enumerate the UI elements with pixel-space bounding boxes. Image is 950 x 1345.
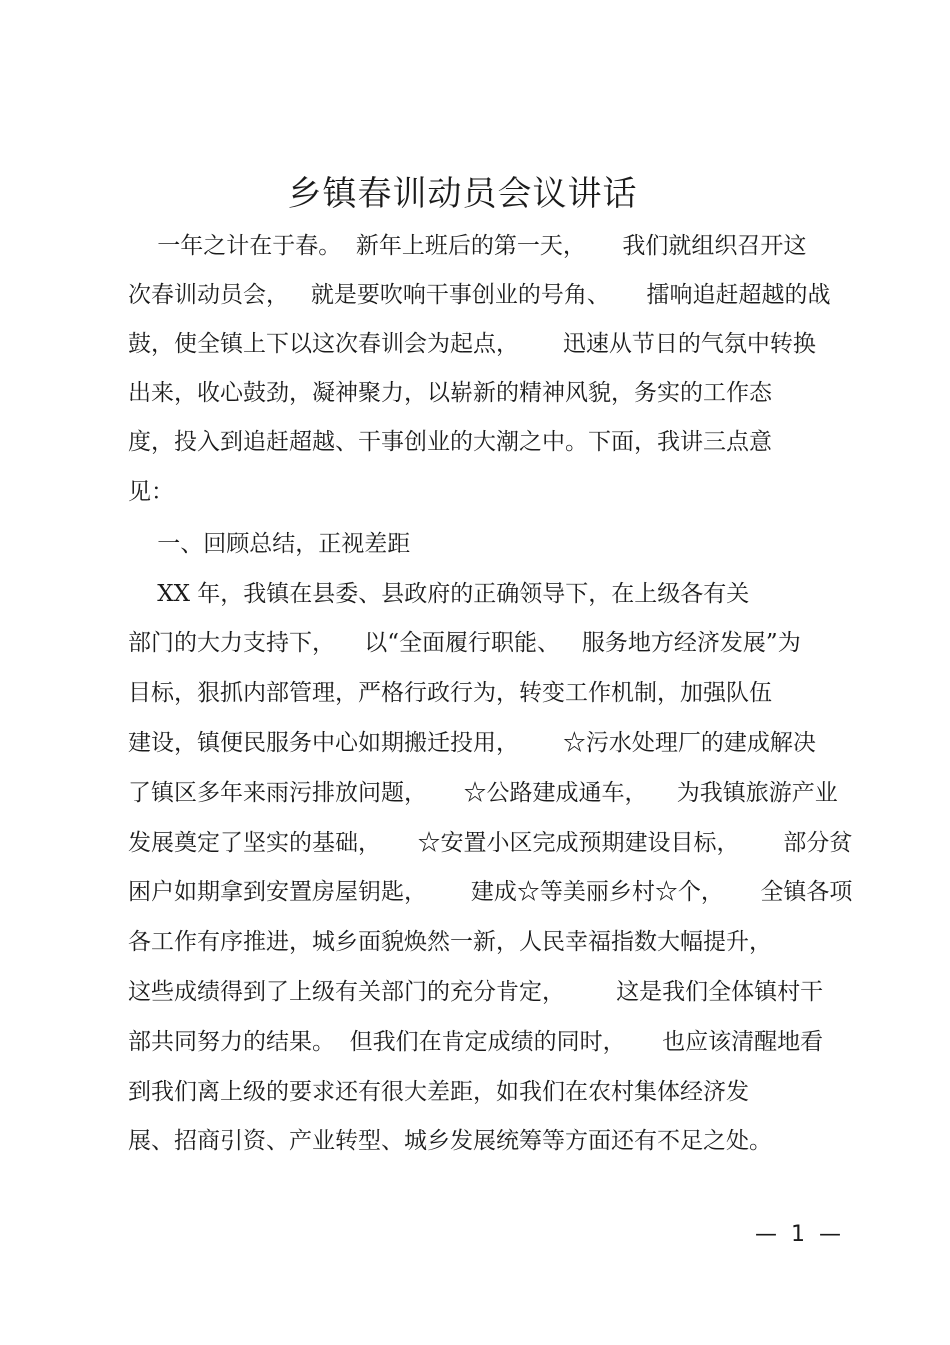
paragraph-line: 一年之计在于春。 新年上班后的第一天， 我们就组织召开这 — [128, 233, 807, 259]
paragraph-line: XX 年，我镇在县委、县政府的正确领导下，在上级各有关 — [128, 581, 750, 607]
paragraph-line: 次春训动员会， 就是要吹响干事创业的号角、 擂响追赶超越的战 — [128, 282, 831, 308]
document-title: 乡镇春训动员会议讲话 — [287, 174, 638, 214]
paragraph-line: 出来，收心鼓劲，凝神聚力，以崭新的精神风貌，务实的工作态 — [128, 380, 772, 406]
paragraph-line: 这些成绩得到了上级有关部门的充分肯定， 这是我们全体镇村干 — [128, 979, 824, 1005]
paragraph-line: 展、招商引资、产业转型、城乡发展统筹等方面还有不足之处。 — [128, 1128, 772, 1154]
paragraph-line: 到我们离上级的要求还有很大差距，如我们在农村集体经济发 — [128, 1079, 749, 1105]
paragraph-line: 见： — [128, 479, 174, 505]
paragraph-line: 目标，狠抓内部管理，严格行政行为，转变工作机制，加强队伍 — [128, 680, 772, 706]
section-heading: 一、回顾总结，正视差距 — [128, 531, 411, 557]
paragraph-line: 部门的大力支持下， 以“全面履行职能、 服务地方经济发展”为 — [128, 630, 801, 656]
paragraph-line: 部共同努力的结果。 但我们在肯定成绩的同时， 也应该清醒地看 — [128, 1029, 824, 1055]
paragraph-line: 发展奠定了坚实的基础， ☆安置小区完成预期建设目标， 部分贫 — [128, 830, 853, 856]
paragraph-line: 度，投入到追赶超越、干事创业的大潮之中。下面，我讲三点意 — [128, 429, 772, 455]
page-number: — 1 — — [755, 1222, 841, 1247]
paragraph-line: 困户如期拿到安置房屋钥匙， 建成☆等美丽乡村☆个， 全镇各项 — [128, 879, 853, 905]
paragraph-line: 各工作有序推进，城乡面貌焕然一新，人民幸福指数大幅提升， — [128, 929, 772, 955]
paragraph-line: 了镇区多年来雨污排放问题， ☆公路建成通车， 为我镇旅游产业 — [128, 780, 838, 806]
paragraph-line: 建设，镇便民服务中心如期搬迁投用， ☆污水处理厂的建成解决 — [128, 730, 816, 756]
paragraph-line: 鼓，使全镇上下以这次春训会为起点， 迅速从节日的气氛中转换 — [128, 331, 816, 357]
